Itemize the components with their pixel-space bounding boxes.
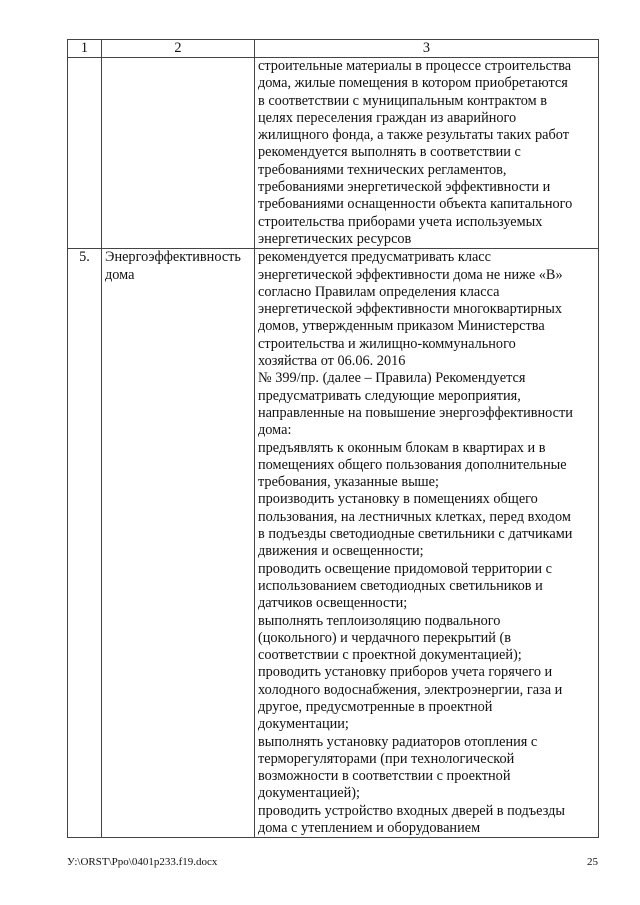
row-text: строительные материалы в процессе строительства дома, жилые помещения в котором приобретаются в соответствии с муниципальным контрактом в целях переселения граждан из аварийного жилищного фонда, а также результаты таких работ рекомендуется выполнять в соответствии с требованиями технических регламентов, требованиями энергетической эффективности и требованиями оснащенности объекта капитального строительства приборами учета используемых энергетических ресурсов bbox=[255, 58, 599, 249]
table-row bbox=[68, 249, 599, 838]
footer-page-number: 25 bbox=[587, 856, 598, 868]
row-title bbox=[102, 58, 255, 249]
row-text: рекомендуется предусматривать класс энергетической эффективности дома не ниже «В» согласно Правилам определения класса энергетической эффективности многоквартирных домов, утвержденным приказом Министерства строительства и жилищно-коммунального хозяйства от 06.06. 2016 № 399/пр. (далее – Правила) Рекомендуется предусматривать следующие мероприятия, направленные на повышение энергоэффективности дома: предъявлять к оконным блокам в квартирах и в помещениях общего пользования дополнительные требования, указанные выше; производить установку в помещениях общего пользования, на лестничных клетках, перед входом в подъезды светодиодные светильники с датчиками движения и освещенности; проводить освещение придомовой территории с использованием светодиодных светильников и датчиков освещенности; выполнять теплоизоляцию подвального (цокольного) и чердачного перекрытий (в соответствии с проектной документацией); проводить установку приборов учета горячего и холодного водоснабжения, электроэнергии, газа и другое, предусмотренные в проектной документации; выполнять установку радиаторов отопления с терморегуляторами (при технологической возможности в соответствии с проектной документацией); проводить устройство входных дверей в подъезды дома с утеплением и оборудованием bbox=[255, 249, 599, 838]
row-number: 5. bbox=[68, 249, 102, 838]
header-col-3: 3 bbox=[255, 40, 599, 58]
recommendations-table bbox=[67, 39, 599, 838]
row-title: Энергоэффективность дома bbox=[102, 249, 255, 838]
row-number bbox=[68, 58, 102, 249]
table-header-row bbox=[68, 40, 599, 58]
footer-file-path: У:\ORST\Ppo\0401p233.f19.docx bbox=[67, 856, 218, 868]
table-row bbox=[68, 58, 599, 249]
header-col-2: 2 bbox=[102, 40, 255, 58]
header-col-1: 1 bbox=[68, 40, 102, 58]
